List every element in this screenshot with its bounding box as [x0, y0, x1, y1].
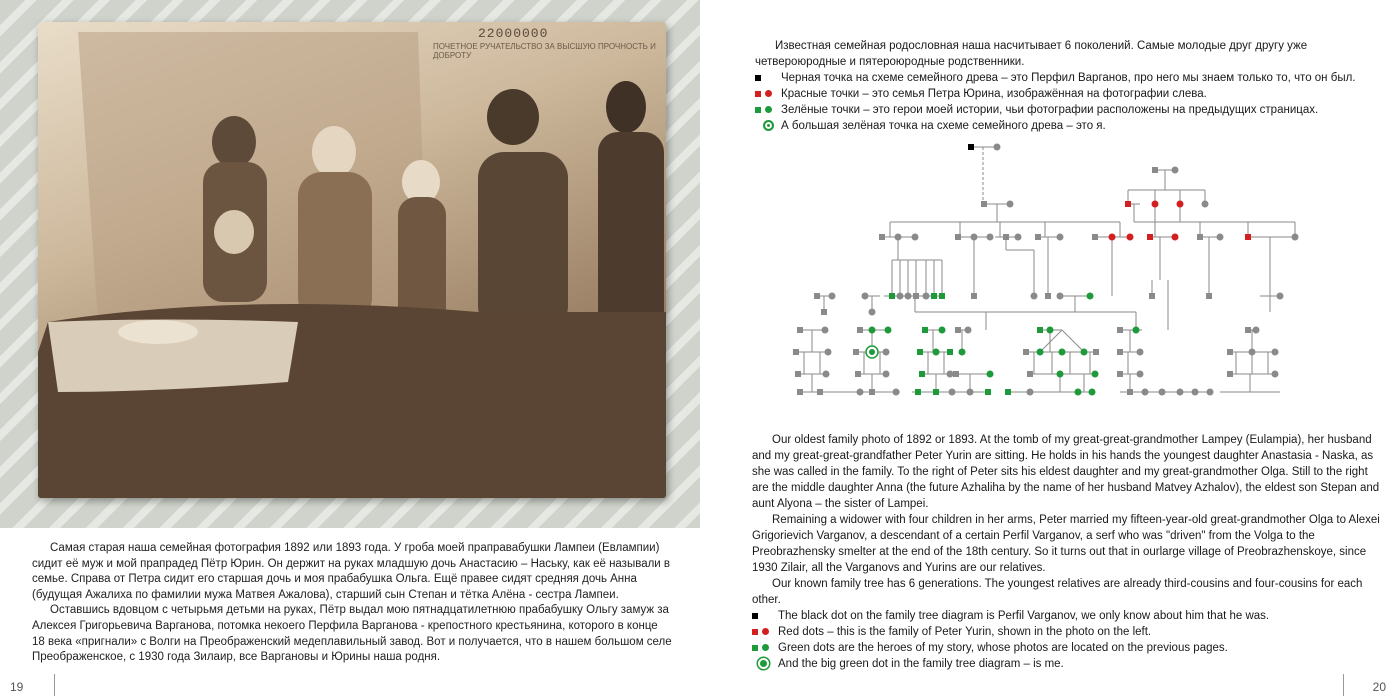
- red-dots-icon: [755, 86, 772, 102]
- ru-legend-red: [755, 86, 1375, 102]
- caption-paragraph-1: Самая старая наша семейная фотография 1892 или 1893 года. У гроба моей праправабушки Лампеи (Евлампии) сидит её муж и мой прапрадед Пётр Юрин. Он держит на руках младшую дочь Анастасию – Наську, как её называли в семье. Справа от Петра сидит его старшая дочь и моя прабабушка Ольга. Ещё правее сидят средняя дочь Анна (будущая Ажалиха по фамилии мужа Матвея Ажалова), старший сын Степан и тётка Алёна - сестра Лампеи.: [32, 542, 671, 601]
- family-tree-diagram: [700, 130, 1400, 430]
- en-legend-black-text: The black dot on the family tree diagram is Perfil Varganov, we only know about him that he was.: [778, 610, 1270, 622]
- en-legend-green: [752, 640, 1382, 656]
- caption-paragraph-2: Оставшись вдовцом с четырьмя детьми на руках, Пётр выдал мою пятнадцатилетнюю прабабушку Ольгу замуж за Алексея Григорьевича Варганова, потомка некоего Перфила Варганова - крепостного крестьянина, которого в конце 18 века «пригнали» с Волги на Преображенский медеплавильный завод. Вот и получается, что в нашем большом селе Преображенское, с 1930 года Зилаир, все Варгановы и Юрины наша родня.: [32, 604, 672, 664]
- en-paragraph-2: Remaining a widower with four children in her arms, Peter married my fifteen-year-old great-grandmother Olga to Alexei Grigorievich Varganov, a descendant of a certain Perfil Varganov, a serf who was "driven" from the Volga to the Preobrazhensky smelter at the end of the 18th century. So it turns out that in ourlarge village of Preobrazhenskoye, since 1930 Zilair, all the Varganovs and Yurins are our relatives.: [752, 514, 1380, 574]
- ru-intro: Известная семейная родословная наша насчитывает 6 поколений. Самые молодые друг другу уже четвероюродные и пятероюродные родственники.: [755, 40, 1308, 68]
- black-square-icon: [755, 70, 765, 86]
- photo-figures: [38, 22, 666, 498]
- black-square-icon: [752, 608, 762, 624]
- en-legend-black: [752, 608, 1382, 624]
- en-legend-me-text: And the big green dot in the family tree diagram – is me.: [778, 658, 1064, 670]
- right-page: [700, 0, 1400, 700]
- green-dots-icon: [752, 640, 769, 656]
- big-green-dot-icon: [760, 656, 767, 672]
- en-legend-me: [752, 656, 1382, 672]
- ru-legend-me-text: А большая зелёная точка на схеме семейного древа – это я.: [781, 120, 1106, 132]
- ru-legend-green-text: Зелёные точки – это герои моей истории, чьи фотографии расположены на предыдущих страницах.: [781, 104, 1319, 116]
- en-legend-red: [752, 624, 1382, 640]
- page-number-left: 19: [10, 680, 24, 694]
- red-dots-icon: [752, 624, 769, 640]
- family-photo: [38, 22, 666, 498]
- en-paragraph-1: Our oldest family photo of 1892 or 1893. At the tomb of my great-great-grandmother Lampey (Eulampia), her husband and my great-great-grandfather Peter Yurin are sitting. He holds in his hands the youngest daughter Anastasia - Naska, as she was called in the family. To the right of Peter sits his eldest daughter and my great-grandmother Olga. Still to the right are the middle daughter Anna (the future Azhaliha by the name of her husband Matvey Azhalov), the eldest son Stepan and aunt Alyona – the sister of Lampei.: [752, 434, 1380, 510]
- ru-legend-black: [755, 70, 1375, 86]
- ru-legend-green: [755, 102, 1375, 118]
- ru-legend-red-text: Красные точки – это семья Петра Юрина, изображённая на фотографии слева.: [781, 88, 1207, 100]
- ru-legend-black-text: Черная точка на схеме семейного древа – это Перфил Варганов, про него мы знаем только то, что он был.: [781, 72, 1356, 84]
- page-corner-mark: [32, 674, 55, 696]
- photo-stamp-number: 22000000: [478, 26, 549, 41]
- page-number-right: 20: [1372, 680, 1386, 694]
- english-text: [752, 432, 1382, 672]
- tree-nodes: [793, 144, 1299, 396]
- left-caption: [32, 541, 672, 666]
- page-corner-mark: [1343, 674, 1366, 696]
- tree-node-root: [968, 144, 974, 150]
- en-paragraph-3: Our known family tree has 6 generations. The youngest relatives are already third-cousins and four-cousins for each other.: [752, 578, 1363, 606]
- en-legend-green-text: Green dots are the heroes of my story, whose photos are located on the previous pages.: [778, 642, 1228, 654]
- en-legend-red-text: Red dots – this is the family of Peter Yurin, shown in the photo on the left.: [778, 626, 1152, 638]
- green-dots-icon: [755, 102, 772, 118]
- photo-stamp-text: ПОЧЕТНОЕ РУЧАТЕЛЬСТВО ЗА ВЫСШУЮ ПРОЧНОСТЬ И ДОБРОТУ: [433, 42, 656, 60]
- russian-text: [755, 38, 1375, 134]
